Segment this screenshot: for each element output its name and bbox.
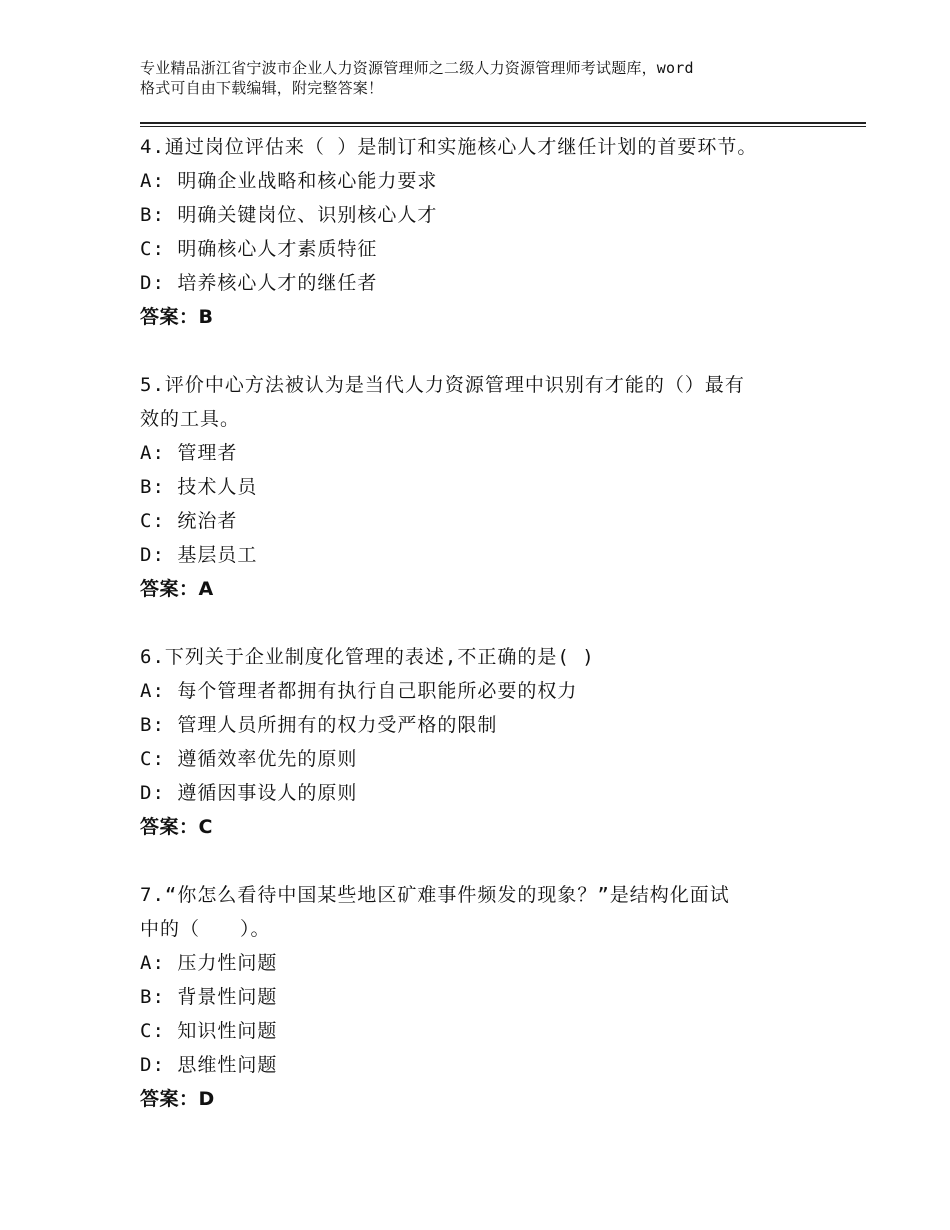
option-b: B: 明确关键岗位、识别核心人才 — [140, 204, 438, 226]
option-a: A: 压力性问题 — [140, 952, 278, 974]
option-d: D: 思维性问题 — [140, 1054, 278, 1076]
question-text: 5.评价中心方法被认为是当代人力资源管理中识别有才能的（）最有 — [140, 374, 745, 396]
option-d: D: 遵循因事设人的原则 — [140, 782, 358, 804]
question-list — [140, 130, 840, 1116]
question-text: 6.下列关于企业制度化管理的表述,不正确的是( ) — [140, 646, 595, 668]
question-item — [140, 368, 840, 606]
document-header — [140, 58, 860, 98]
option-d: D: 基层员工 — [140, 544, 258, 566]
option-c: C: 知识性问题 — [140, 1020, 278, 1042]
question-text: 4.通过岗位评估来（ ）是制订和实施核心人才继任计划的首要环节。 — [140, 136, 758, 158]
option-b: B: 背景性问题 — [140, 986, 278, 1008]
answer-label: 答案：A — [140, 578, 214, 600]
answer-label: 答案：C — [140, 816, 213, 838]
header-line-1: 专业精品浙江省宁波市企业人力资源管理师之二级人力资源管理师考试题库，word — [140, 59, 694, 77]
option-d: D: 培养核心人才的继任者 — [140, 272, 378, 294]
answer-label: 答案：D — [140, 1088, 215, 1110]
header-divider-thin — [140, 126, 866, 127]
question-item — [140, 878, 840, 1116]
question-spacer — [140, 334, 840, 368]
question-spacer — [140, 844, 840, 878]
question-text-continued: 效的工具。 — [140, 408, 241, 430]
question-item — [140, 130, 840, 334]
question-text-continued: 中的（ ）。 — [140, 918, 271, 940]
option-c: C: 统治者 — [140, 510, 238, 532]
header-divider-thick — [140, 122, 866, 124]
option-c: C: 明确核心人才素质特征 — [140, 238, 378, 260]
option-a: A: 每个管理者都拥有执行自己职能所必要的权力 — [140, 680, 578, 702]
header-line-2: 格式可自由下载编辑，附完整答案！ — [140, 79, 384, 97]
option-a: A: 明确企业战略和核心能力要求 — [140, 170, 438, 192]
question-text: 7.“你怎么看待中国某些地区矿难事件频发的现象？”是结构化面试 — [140, 884, 730, 906]
question-spacer — [140, 606, 840, 640]
answer-label: 答案：B — [140, 306, 214, 328]
question-item — [140, 640, 840, 844]
option-a: A: 管理者 — [140, 442, 238, 464]
option-b: B: 技术人员 — [140, 476, 258, 498]
option-c: C: 遵循效率优先的原则 — [140, 748, 358, 770]
option-b: B: 管理人员所拥有的权力受严格的限制 — [140, 714, 498, 736]
